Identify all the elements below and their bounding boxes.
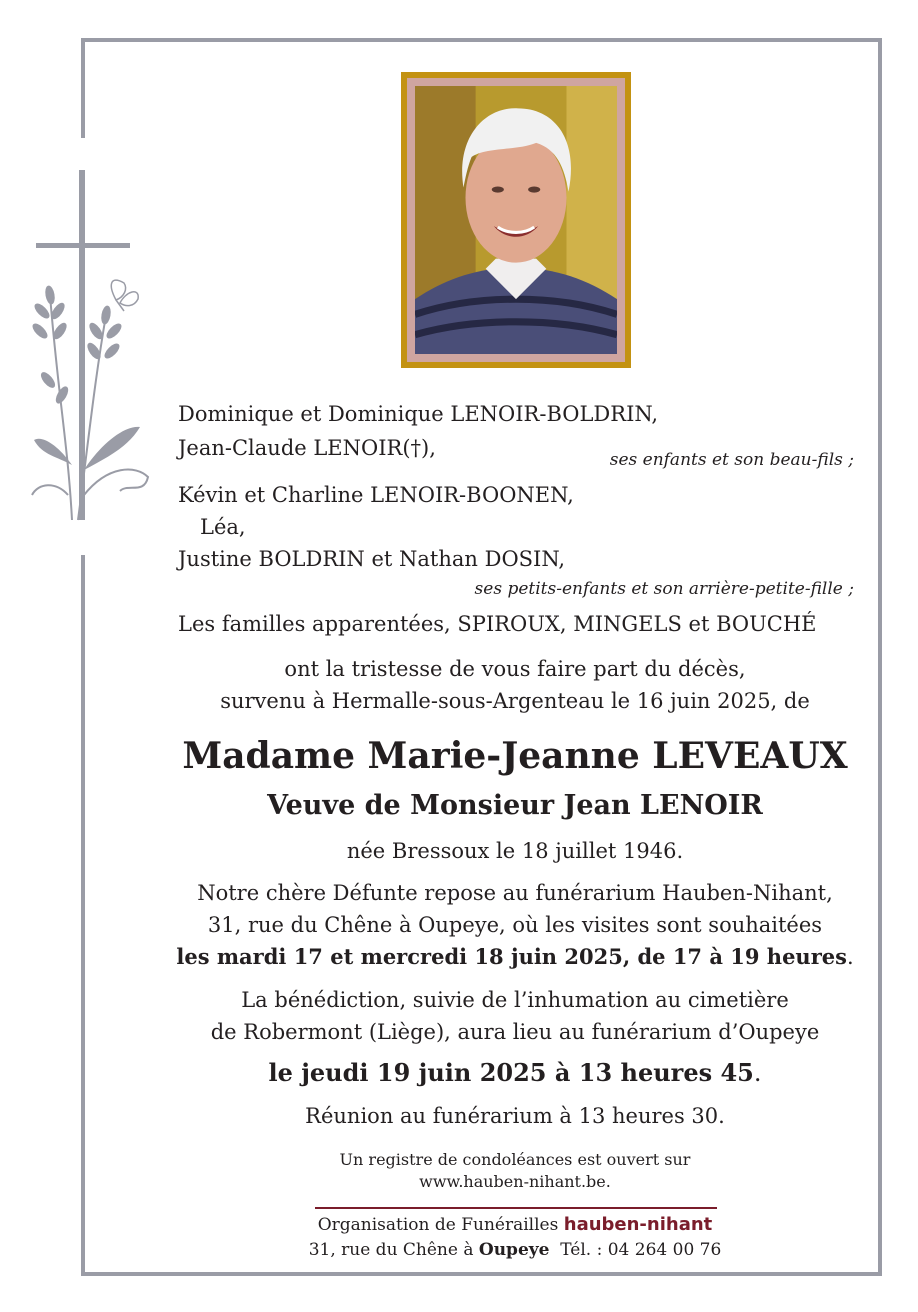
cross-wheat-ornament [28,165,158,525]
footer-phone: Tél. : 04 264 00 76 [560,1240,722,1260]
frame-bottom-border [81,1272,882,1276]
portrait-frame [401,72,631,368]
portrait-photo [415,86,617,354]
footer-divider [315,1207,717,1209]
deceased-name: Madame Marie-Jeanne LEVEAUX [182,735,848,777]
visits-times-period: . [846,945,854,969]
condolences-line-1: Un registre de condoléances est ouvert sur [339,1150,691,1169]
frame-top-border [81,38,882,42]
announcement-line-1: ont la tristesse de vous faire part du décès, [284,657,746,681]
condolences-link[interactable]: www.hauben-nihant.be. [419,1172,611,1191]
family-line-relatives: Les familles apparentées, SPIROUX, MINGELS et BOUCHÉ [178,612,817,636]
announcement-line-2: survenu à Hermalle-sous-Argenteau le 16 juin 2025, de [220,689,810,713]
family-role-children: ses enfants et son beau-fils ; [609,450,854,470]
footer-org-prefix: Organisation de Funérailles [317,1215,559,1235]
visits-line-1: Notre chère Défunte repose au funérarium Hauben-Nihant, [197,881,833,905]
footer-address [0,1239,918,1261]
footer-address-town: Oupeye [478,1240,550,1260]
footer-organisation [0,1214,918,1236]
family-line-grandchildren-1: Kévin et Charline LENOIR-BOONEN, [178,483,574,507]
frame-left-border-upper [81,38,85,138]
family-line-children: Dominique et Dominique LENOIR-BOLDRIN, [178,402,659,426]
footer-address-street: 31, rue du Chêne à [308,1240,474,1260]
visits-times-bold: les mardi 17 et mercredi 18 juin 2025, de 17 à 19 heures [176,944,847,969]
visits-times [0,944,918,970]
ceremony-line-1: La bénédiction, suivie de l’inhumation au cimetière [241,988,789,1012]
portrait-mat [407,78,625,362]
family-line-son: Jean-Claude LENOIR(†), [178,436,436,460]
deceased-widow-of: Veuve de Monsieur Jean LENOIR [267,790,763,821]
family-line-grandchildren-2: Léa, [200,515,246,539]
ceremony-date-period: . [753,1059,762,1087]
family-role-grandchildren: ses petits-enfants et son arrière-petite-fille ; [474,579,854,599]
ceremony-date-bold: le jeudi 19 juin 2025 à 13 heures 45 [268,1058,754,1087]
ceremony-meeting: Réunion au funérarium à 13 heures 30. [305,1104,725,1128]
ceremony-date [0,1060,918,1086]
butterfly-icon [111,280,138,311]
wheat-icon [31,285,148,520]
visits-line-2: 31, rue du Chêne à Oupeye, où les visites sont souhaitées [207,913,823,937]
ceremony-line-2: de Robermont (Liège), aura lieu au funérarium d’Oupeye [210,1020,820,1044]
deceased-birth: née Bressoux le 18 juillet 1946. [346,839,684,863]
footer-brand-logo: hauben-nihant [563,1214,713,1235]
family-line-grandchildren-3: Justine BOLDRIN et Nathan DOSIN, [178,547,566,571]
